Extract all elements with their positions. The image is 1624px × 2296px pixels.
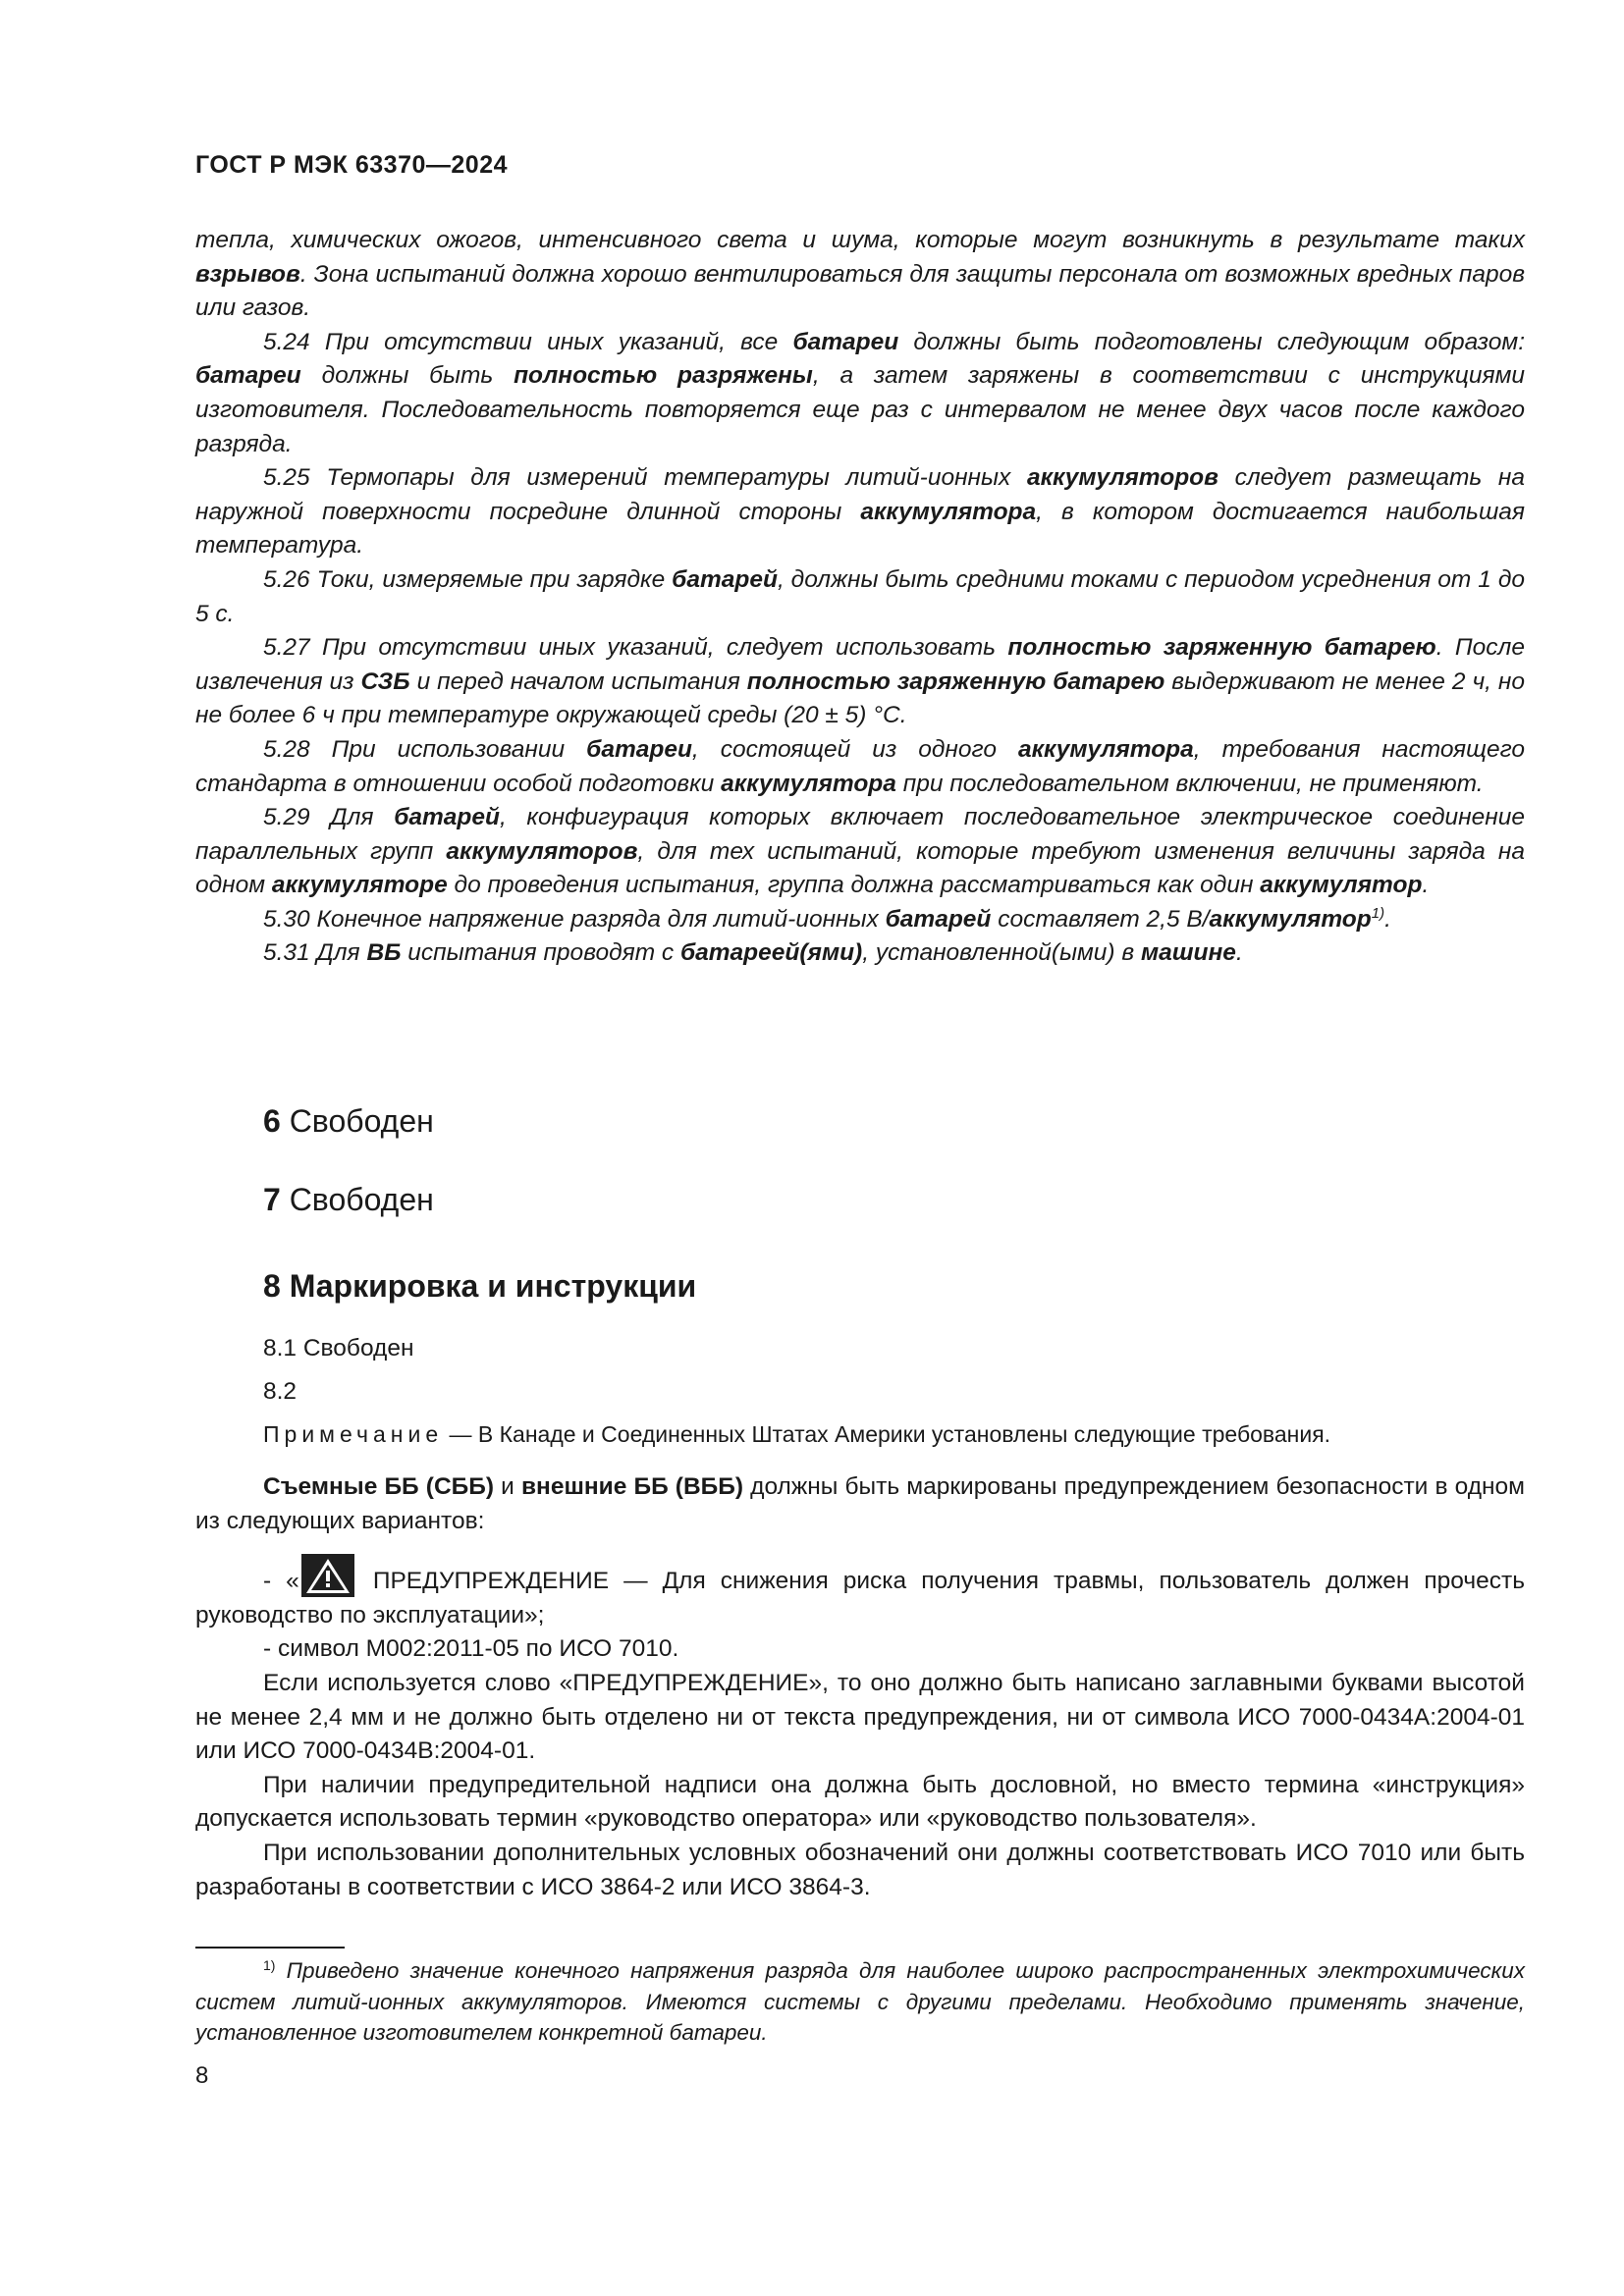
marking-paragraph-1: Съемные ББ (СББ) и внешние ББ (ВББ) должны быть маркированы предупреждением безопасности в одном из следующих вариантов: [195, 1473, 1525, 1534]
clause-5-27: 5.27 При отсутствии иных указаний, следует использовать полностью заряженную батарею. После извлечения из СЗБ и перед началом испытания полностью заряженную батарею выдерживают не менее 2 ч, но не более 6 ч при температуре окружающей среды (20 ± 5) °С. [195, 634, 1525, 729]
clause-continuation: тепла, химических ожогов, интенсивного света и шума, которые могут возникнуть в результате таких взрывов. Зона испытаний должна хорошо вентилироваться для защиты персонала от возможных вредных паров или газов. [195, 227, 1525, 322]
page-header-title: ГОСТ Р МЭК 63370—2024 [195, 151, 509, 179]
warning-option-2: - символ M002:2011-05 по ИСО 7010. [263, 1635, 679, 1663]
clause-5-28: 5.28 При использовании батареи, состоящей из одного аккумулятора, требования настоящего стандарта в отношении особой подготовки аккумулятора при последовательном включении, не применяют. [195, 735, 1526, 797]
note: Примечание — В Канаде и Соединенных Штатах Америки установлены следующие требования. [263, 1421, 1331, 1447]
clause-5-29: 5.29 Для батарей, конфигурация которых включает последовательное электрическое соединение параллельных групп аккумуляторов, для тех испытаний, которые требуют изменения величины заряда на одном аккумуляторе до проведения испытания, группа должна рассматриваться как один аккумулятор. [195, 804, 1526, 899]
section-6-heading: 6 Свободен [263, 1103, 434, 1139]
clause-8-1: 8.1 Свободен [263, 1335, 414, 1362]
warning-triangle-icon [301, 1554, 354, 1597]
clause-5-25: 5.25 Термопары для измерений температуры литий-ионных аккумуляторов следует размещать на наружной поверхности посредине длинной стороны аккумулятора, в котором достигается наибольшая температура. [195, 464, 1526, 560]
clause-5-24: 5.24 При отсутствии иных указаний, все батареи должны быть подготовлены следующим образом: батареи должны быть полностью разряжены, а затем заряжены в соответствии с инструкциями изготовителя. Последовательность повторяется еще раз с интервалом не менее двух часов после каждого разряда. [195, 328, 1526, 457]
section-7-heading: 7 Свободен [263, 1182, 434, 1217]
warning-option-1: - « ПРЕДУПРЕЖДЕНИЕ — Для снижения риска получения травмы, пользователь должен прочесть руководство по эксплуатации»; [195, 1554, 1525, 1632]
footnote: $^{1)}$ Приведено значение конечного напряжения разряда для наиболее широко распространенных электрохимических систем литий-ионных аккумуляторов. Имеются системы с другими пределами. Необходимо применять значение, установленное изготовителем конкретной батареи. [195, 1957, 1525, 2045]
clauses-block [195, 224, 1525, 971]
footnote-reference: 1) [1371, 904, 1385, 922]
section-8-heading: 8 Маркировка и инструкции [263, 1268, 697, 1304]
marking-paragraph-3: При наличии предупредительной надписи она должна быть дословной, но вместо термина «инструкция» допускается использовать термин «руководство оператора» или «руководство пользователя». [195, 1771, 1525, 1833]
clause-8-2: 8.2 [263, 1378, 298, 1405]
clause-5-31: 5.31 Для ВБ испытания проводят с батареей(ями), установленной(ыми) в машине. [263, 939, 1243, 967]
marking-paragraph-2: Если используется слово «ПРЕДУПРЕЖДЕНИЕ», то оно должно быть написано заглавными буквами высотой не менее 2,4 мм и не должно быть отделено ни от текста предупреждения, ни от символа ИСО 7000-0434А:2004-01 или ИСО 7000-0434В:2004-01. [195, 1669, 1525, 1765]
marking-requirements [195, 1470, 1525, 1904]
clause-5-30: 5.30 Конечное напряжение разряда для литий-ионных батарей составляет 2,5 В/аккумулятор$^{1)}$. [263, 904, 1391, 933]
clause-5-26: 5.26 Токи, измеряемые при зарядке батарей, должны быть средними токами с периодом усреднения от 1 до 5 с. [195, 565, 1525, 627]
page-number: 8 [195, 2062, 209, 2089]
footnote-divider [195, 1947, 345, 1949]
marking-paragraph-4: При использовании дополнительных условных обозначений они должны соответствовать ИСО 7010 или быть разработаны в соответствии с ИСО 3864-2 или ИСО 3864-3. [195, 1839, 1525, 1900]
